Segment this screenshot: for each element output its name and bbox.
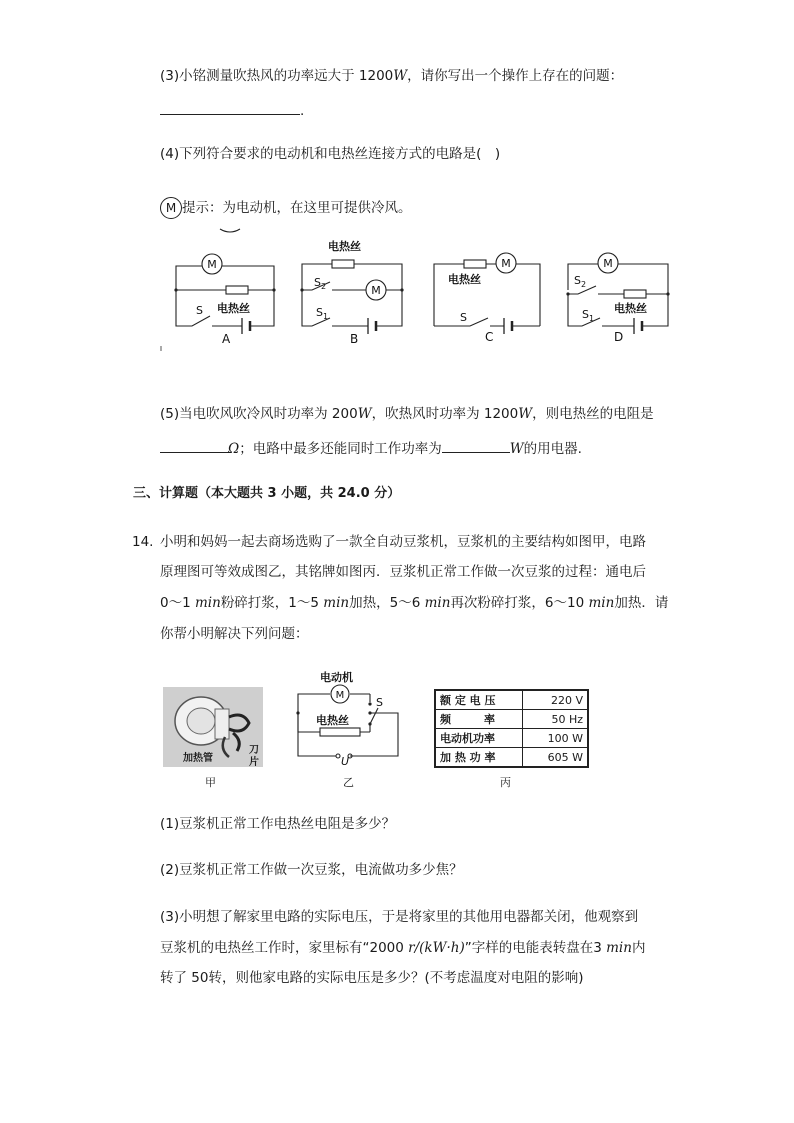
q14-part2-text: (2)豆浆机正常工作做一次豆浆，电流做功多少焦？ xyxy=(160,862,463,878)
circuit-d-switch1-label: $S_1$ xyxy=(582,308,595,323)
q14-line2-text: 原理图可等效成图乙，其铭牌如图丙．豆浆机正常工作做一次豆浆的过程：通电后 xyxy=(160,564,646,580)
answer-blank[interactable] xyxy=(160,100,300,115)
circuit-a-switch-label: S xyxy=(196,304,203,317)
q14-line4-text: 你帮小明解决下列问题： xyxy=(160,626,309,642)
q13-part4-text: (4)下列符合要求的电动机和电热丝连接方式的电路是( ) xyxy=(160,146,501,162)
circuit-c xyxy=(430,250,545,350)
motor-letter: M xyxy=(335,690,345,701)
hint-line xyxy=(160,197,412,219)
q13-part5-a: (5)当电吹风吹冷风时功率为 200 xyxy=(160,406,358,422)
heater-label: 电热丝 xyxy=(316,714,349,727)
unit-w: W xyxy=(518,406,533,422)
fig-bing-label: 丙 xyxy=(500,776,511,789)
q13-part3-tail: ，请你写出一个操作上存在的问题： xyxy=(407,68,624,84)
scan-mark xyxy=(220,228,240,236)
unit-ohm: Ω xyxy=(228,441,240,457)
q14-part3-line2-b: ”字样的电能表转盘在3 xyxy=(464,940,607,956)
circuit-c-label: C xyxy=(485,330,494,344)
nameplate-value: 605 W xyxy=(523,748,589,768)
q14-line3-e: 加热．请 xyxy=(614,595,669,611)
fig-jia-caption xyxy=(205,773,216,793)
q14-part3-line2-a: 豆浆机的电热丝工作时，家里标有“2000 xyxy=(160,940,409,956)
hint-text: 提示：为电动机，在这里可提供冷风。 xyxy=(182,200,412,216)
machine-drawing xyxy=(163,687,263,767)
circuit-b-switch1-label: $S_1$ xyxy=(316,306,329,321)
switch-label: S xyxy=(376,696,383,709)
q13-part5-line1 xyxy=(160,404,654,424)
q13-part5-e: 的用电器. xyxy=(523,441,582,457)
circuit-b xyxy=(298,240,408,346)
nameplate-row xyxy=(435,710,588,729)
circuit-d-motor-label: M xyxy=(603,257,613,270)
motor-symbol-letter: M xyxy=(165,201,177,215)
fig-jia-label: 甲 xyxy=(205,776,216,789)
scan-tick xyxy=(160,346,164,352)
q14-part3-line1 xyxy=(160,907,638,927)
heater-tube-label: 加热管 xyxy=(183,753,213,764)
fig-yi-caption xyxy=(343,773,354,793)
motor-symbol-icon xyxy=(160,197,182,219)
circuit-b-heater-label: 电热丝 xyxy=(328,240,361,253)
section-title xyxy=(133,484,400,504)
fig-yi-label: 乙 xyxy=(343,776,354,789)
blade-label-2: 片 xyxy=(249,757,259,767)
unit-min: min xyxy=(606,940,632,956)
circuit-c-switch-label: S xyxy=(460,311,467,324)
soymilk-circuit xyxy=(292,668,407,768)
q14-line2 xyxy=(160,562,646,582)
q14-part2 xyxy=(160,860,463,880)
q14-line1 xyxy=(160,532,646,552)
answer-blank-power[interactable] xyxy=(442,438,510,453)
q14-line3-a: 0～1 xyxy=(160,595,195,611)
q14-part3-line3-text: 转了 50转，则他家电路的实际电压是多少？(不考虑温度对电阻的影响) xyxy=(160,970,584,986)
q14-part3-line2-c: 内 xyxy=(631,940,646,956)
nameplate-key: 电动机功率 xyxy=(435,729,523,748)
nameplate-row xyxy=(435,690,588,710)
unit-min: min xyxy=(323,595,350,611)
voltage-label: U xyxy=(341,755,350,768)
q13-part5-b: ，吹热风时功率为 1200 xyxy=(371,406,519,422)
period: . xyxy=(300,103,305,119)
circuit-b-switch2-label: $S_2$ xyxy=(314,276,327,291)
fig-bing-caption xyxy=(500,773,511,793)
q14-part1 xyxy=(160,814,395,834)
circuit-d-switch2-label: $S_2$ xyxy=(574,274,587,289)
nameplate-key: 频 率 xyxy=(435,710,523,729)
q13-part5-d: ；电路中最多还能同时工作功率为 xyxy=(239,441,442,457)
q13-part4 xyxy=(160,144,500,164)
nameplate-value: 220 V xyxy=(523,690,589,710)
q13-part3 xyxy=(160,66,623,86)
nameplate-table xyxy=(434,689,589,768)
circuit-b-motor-label: M xyxy=(371,284,381,297)
q13-part5-c: ，则电热丝的电阻是 xyxy=(532,406,654,422)
unit-w: W xyxy=(509,441,524,457)
circuit-b-label: B xyxy=(350,332,359,346)
unit-min: min xyxy=(194,595,221,611)
unit-meter: r/(kW·h) xyxy=(408,940,465,956)
circuit-a-motor-label: M xyxy=(207,258,217,271)
nameplate-value: 50 Hz xyxy=(523,710,589,729)
circuit-a-heater-label: 电热丝 xyxy=(217,302,250,315)
q13-part5-line2 xyxy=(160,438,582,459)
circuit-d-heater-label: 电热丝 xyxy=(614,302,647,315)
nameplate-row xyxy=(435,748,588,768)
circuit-a-label: A xyxy=(222,332,231,346)
circuit-a xyxy=(170,250,280,350)
q14-number xyxy=(132,532,153,552)
q14-part1-text: (1)豆浆机正常工作电热丝电阻是多少？ xyxy=(160,816,396,832)
nameplate-value: 100 W xyxy=(523,729,589,748)
circuit-c-heater-label: 电热丝 xyxy=(448,273,481,286)
q14-line3-c: 加热，5～6 xyxy=(349,595,425,611)
unit-min: min xyxy=(424,595,451,611)
nameplate-key: 加 热 功 率 xyxy=(435,748,523,768)
circuit-d-label: D xyxy=(614,330,624,344)
q14-line1-text: 小明和妈妈一起去商场选购了一款全自动豆浆机，豆浆机的主要结构如图甲，电路 xyxy=(160,534,646,550)
q14-line3 xyxy=(160,593,668,613)
q14-line4 xyxy=(160,624,309,644)
section-title-text: 三、计算题（本大题共 3 小题，共 24.0 分） xyxy=(133,486,401,501)
nameplate-row xyxy=(435,729,588,748)
nameplate-key: 额 定 电 压 xyxy=(435,690,523,710)
unit-min: min xyxy=(588,595,615,611)
circuit-c-motor-label: M xyxy=(501,257,511,270)
q14-number-text: 14. xyxy=(132,534,154,550)
q14-part3-line2 xyxy=(160,938,645,958)
soymilk-machine-photo xyxy=(163,687,263,767)
unit-w: W xyxy=(393,68,408,84)
unit-w: W xyxy=(357,406,372,422)
q14-line3-d: 再次粉碎打浆，6～10 xyxy=(450,595,589,611)
q13-part3-answer xyxy=(160,100,304,121)
q14-part3-line1-text: (3)小明想了解家里电路的实际电压，于是将家里的其他用电器都关闭，他观察到 xyxy=(160,909,639,925)
blade-label-1: 刀 xyxy=(249,745,259,756)
q14-line3-b: 粉碎打浆，1～5 xyxy=(220,595,324,611)
answer-blank-resistance[interactable] xyxy=(160,438,228,453)
q14-part3-line3 xyxy=(160,968,584,988)
circuit-d xyxy=(564,250,674,350)
motor-title: 电动机 xyxy=(320,671,353,684)
q13-part3-text: (3)小铭测量吹热风的功率远大于 1200 xyxy=(160,68,394,84)
